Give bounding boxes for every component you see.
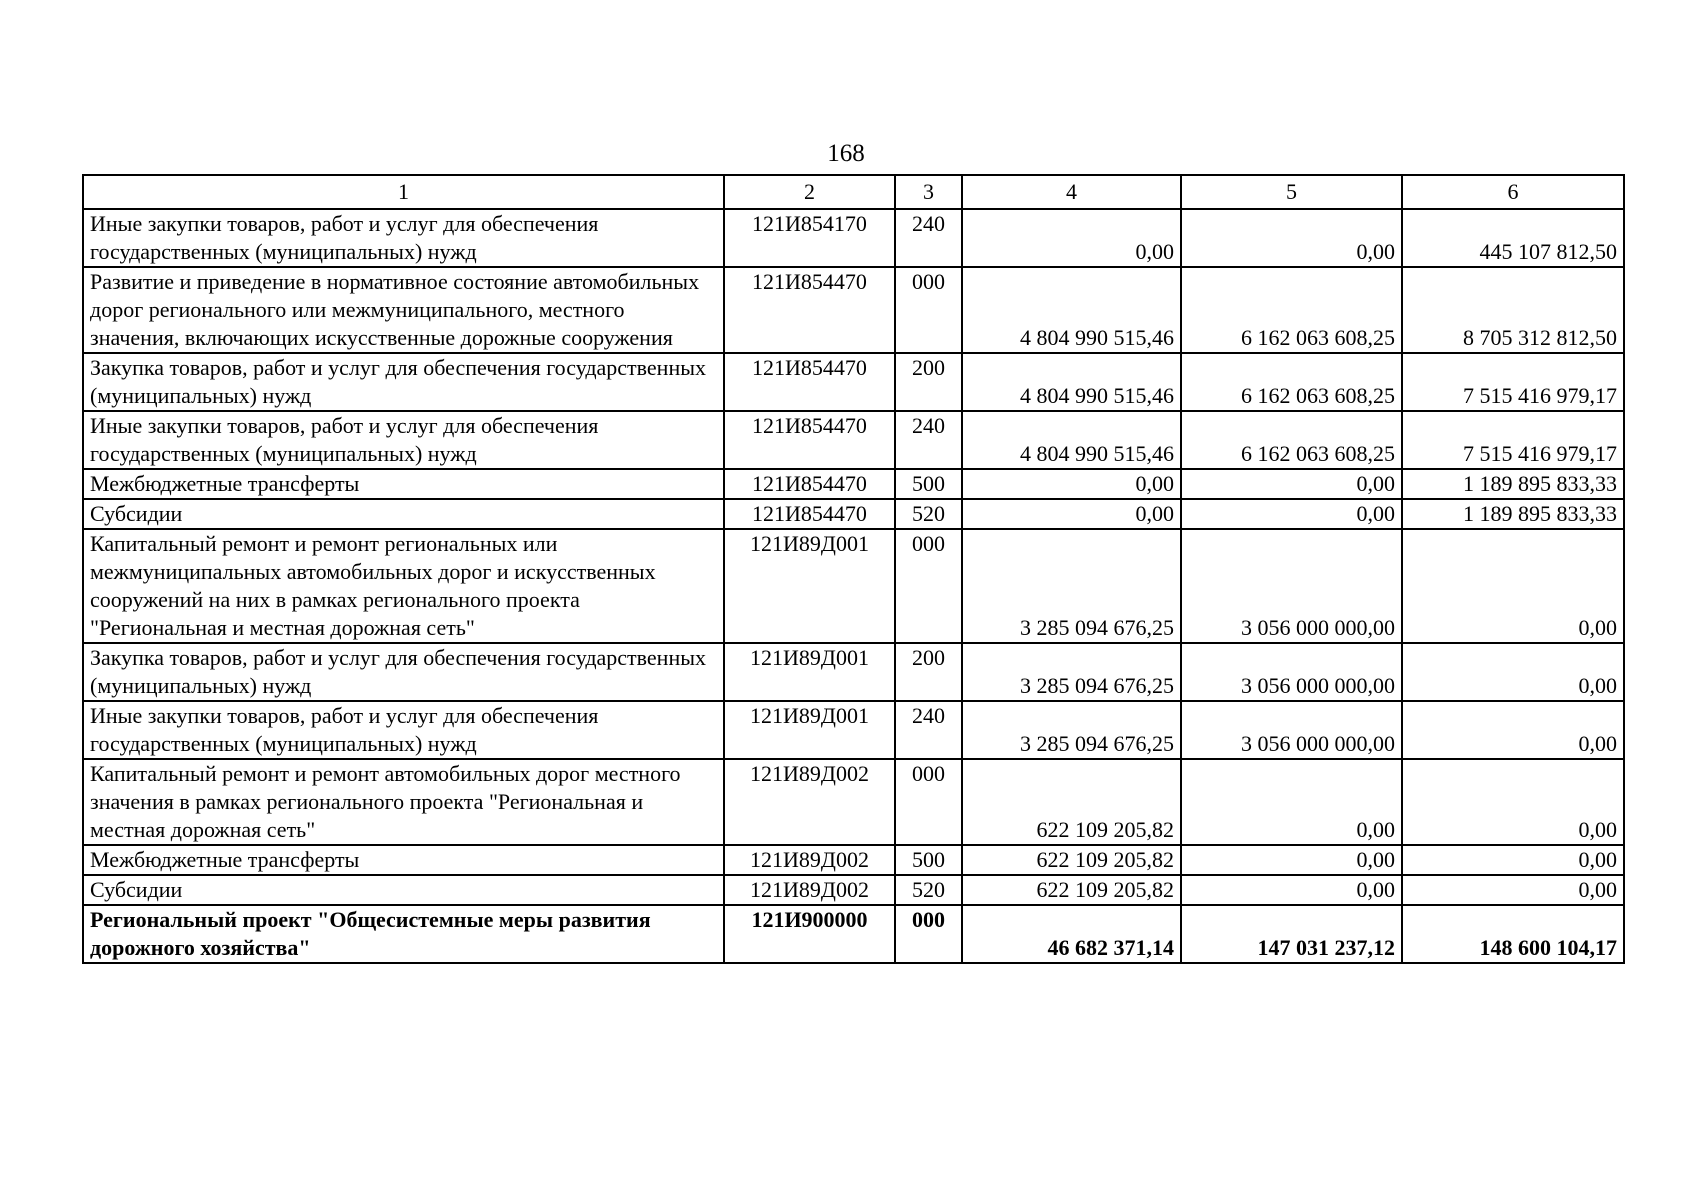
row-value-col6: 0,00 bbox=[1402, 845, 1624, 875]
column-header: 4 bbox=[962, 175, 1181, 209]
row-value-col5: 6 162 063 608,25 bbox=[1181, 267, 1402, 353]
row-value-col5: 147 031 237,12 bbox=[1181, 905, 1402, 963]
column-header: 3 bbox=[895, 175, 962, 209]
row-type-cell: 520 bbox=[895, 499, 962, 529]
row-value-col5: 3 056 000 000,00 bbox=[1181, 529, 1402, 643]
row-name-cell: Иные закупки товаров, работ и услуг для обеспечения государственных (муниципальных) нужд bbox=[83, 209, 724, 267]
column-header: 5 bbox=[1181, 175, 1402, 209]
row-code-cell: 121И854470 bbox=[724, 469, 895, 499]
row-code-cell: 121И854470 bbox=[724, 353, 895, 411]
row-name-cell: Межбюджетные трансферты bbox=[83, 845, 724, 875]
row-value-col5: 0,00 bbox=[1181, 499, 1402, 529]
row-name-cell: Иные закупки товаров, работ и услуг для обеспечения государственных (муниципальных) нужд bbox=[83, 701, 724, 759]
row-code-cell: 121И89Д001 bbox=[724, 643, 895, 701]
row-value-col5: 0,00 bbox=[1181, 209, 1402, 267]
row-value-col6: 0,00 bbox=[1402, 701, 1624, 759]
column-header: 1 bbox=[83, 175, 724, 209]
table-row bbox=[83, 701, 1624, 759]
row-type-cell: 000 bbox=[895, 905, 962, 963]
budget-table bbox=[82, 174, 1625, 964]
row-value-col4: 0,00 bbox=[962, 499, 1181, 529]
row-value-col6: 445 107 812,50 bbox=[1402, 209, 1624, 267]
row-value-col6: 0,00 bbox=[1402, 759, 1624, 845]
table-row bbox=[83, 267, 1624, 353]
row-value-col4: 3 285 094 676,25 bbox=[962, 643, 1181, 701]
row-value-col4: 0,00 bbox=[962, 469, 1181, 499]
row-value-col6: 0,00 bbox=[1402, 875, 1624, 905]
table-row bbox=[83, 469, 1624, 499]
row-value-col4: 4 804 990 515,46 bbox=[962, 353, 1181, 411]
table-row bbox=[83, 759, 1624, 845]
row-type-cell: 500 bbox=[895, 469, 962, 499]
table-header-row bbox=[83, 175, 1624, 209]
row-value-col5: 6 162 063 608,25 bbox=[1181, 353, 1402, 411]
table-row bbox=[83, 875, 1624, 905]
row-type-cell: 200 bbox=[895, 643, 962, 701]
row-type-cell: 240 bbox=[895, 209, 962, 267]
row-code-cell: 121И854470 bbox=[724, 411, 895, 469]
row-value-col6: 0,00 bbox=[1402, 529, 1624, 643]
column-header: 2 bbox=[724, 175, 895, 209]
row-type-cell: 520 bbox=[895, 875, 962, 905]
row-value-col5: 0,00 bbox=[1181, 845, 1402, 875]
table-row bbox=[83, 499, 1624, 529]
row-value-col6: 1 189 895 833,33 bbox=[1402, 499, 1624, 529]
row-name-cell: Развитие и приведение в нормативное состояние автомобильных дорог регионального или межмуниципального, местного значения, включающих искусственные дорожные сооружения bbox=[83, 267, 724, 353]
row-value-col6: 148 600 104,17 bbox=[1402, 905, 1624, 963]
row-name-cell: Межбюджетные трансферты bbox=[83, 469, 724, 499]
row-value-col4: 4 804 990 515,46 bbox=[962, 267, 1181, 353]
table-row bbox=[83, 353, 1624, 411]
row-code-cell: 121И900000 bbox=[724, 905, 895, 963]
row-type-cell: 000 bbox=[895, 267, 962, 353]
row-name-cell: Региональный проект "Общесистемные меры развития дорожного хозяйства" bbox=[83, 905, 724, 963]
row-type-cell: 500 bbox=[895, 845, 962, 875]
row-value-col5: 3 056 000 000,00 bbox=[1181, 701, 1402, 759]
row-name-cell: Закупка товаров, работ и услуг для обеспечения государственных (муниципальных) нужд bbox=[83, 353, 724, 411]
row-type-cell: 000 bbox=[895, 529, 962, 643]
row-value-col6: 7 515 416 979,17 bbox=[1402, 353, 1624, 411]
table-row bbox=[83, 529, 1624, 643]
row-code-cell: 121И89Д002 bbox=[724, 845, 895, 875]
row-type-cell: 000 bbox=[895, 759, 962, 845]
row-value-col6: 0,00 bbox=[1402, 643, 1624, 701]
row-value-col5: 0,00 bbox=[1181, 875, 1402, 905]
row-name-cell: Субсидии bbox=[83, 499, 724, 529]
row-value-col6: 7 515 416 979,17 bbox=[1402, 411, 1624, 469]
row-code-cell: 121И854470 bbox=[724, 267, 895, 353]
row-name-cell: Субсидии bbox=[83, 875, 724, 905]
row-name-cell: Капитальный ремонт и ремонт региональных или межмуниципальных автомобильных дорог и искусственных сооружений на них в рамках регионального проекта "Региональная и местная дорожная сеть" bbox=[83, 529, 724, 643]
row-value-col4: 3 285 094 676,25 bbox=[962, 701, 1181, 759]
row-name-cell: Иные закупки товаров, работ и услуг для обеспечения государственных (муниципальных) нужд bbox=[83, 411, 724, 469]
row-name-cell: Капитальный ремонт и ремонт автомобильных дорог местного значения в рамках регионального проекта "Региональная и местная дорожная сеть" bbox=[83, 759, 724, 845]
row-value-col6: 8 705 312 812,50 bbox=[1402, 267, 1624, 353]
row-code-cell: 121И854170 bbox=[724, 209, 895, 267]
row-value-col4: 46 682 371,14 bbox=[962, 905, 1181, 963]
row-code-cell: 121И89Д002 bbox=[724, 759, 895, 845]
row-code-cell: 121И854470 bbox=[724, 499, 895, 529]
table-row bbox=[83, 905, 1624, 963]
row-value-col5: 3 056 000 000,00 bbox=[1181, 643, 1402, 701]
row-code-cell: 121И89Д001 bbox=[724, 529, 895, 643]
table-row bbox=[83, 643, 1624, 701]
row-value-col5: 0,00 bbox=[1181, 759, 1402, 845]
row-type-cell: 200 bbox=[895, 353, 962, 411]
row-code-cell: 121И89Д002 bbox=[724, 875, 895, 905]
row-type-cell: 240 bbox=[895, 701, 962, 759]
table-row bbox=[83, 411, 1624, 469]
row-code-cell: 121И89Д001 bbox=[724, 701, 895, 759]
row-value-col4: 4 804 990 515,46 bbox=[962, 411, 1181, 469]
row-value-col4: 0,00 bbox=[962, 209, 1181, 267]
column-header: 6 bbox=[1402, 175, 1624, 209]
table-row bbox=[83, 845, 1624, 875]
row-value-col4: 622 109 205,82 bbox=[962, 759, 1181, 845]
page-number: 168 bbox=[827, 140, 865, 167]
row-value-col6: 1 189 895 833,33 bbox=[1402, 469, 1624, 499]
row-type-cell: 240 bbox=[895, 411, 962, 469]
row-value-col4: 3 285 094 676,25 bbox=[962, 529, 1181, 643]
row-value-col5: 0,00 bbox=[1181, 469, 1402, 499]
table-row bbox=[83, 209, 1624, 267]
row-value-col5: 6 162 063 608,25 bbox=[1181, 411, 1402, 469]
row-value-col4: 622 109 205,82 bbox=[962, 875, 1181, 905]
row-value-col4: 622 109 205,82 bbox=[962, 845, 1181, 875]
row-name-cell: Закупка товаров, работ и услуг для обеспечения государственных (муниципальных) нужд bbox=[83, 643, 724, 701]
